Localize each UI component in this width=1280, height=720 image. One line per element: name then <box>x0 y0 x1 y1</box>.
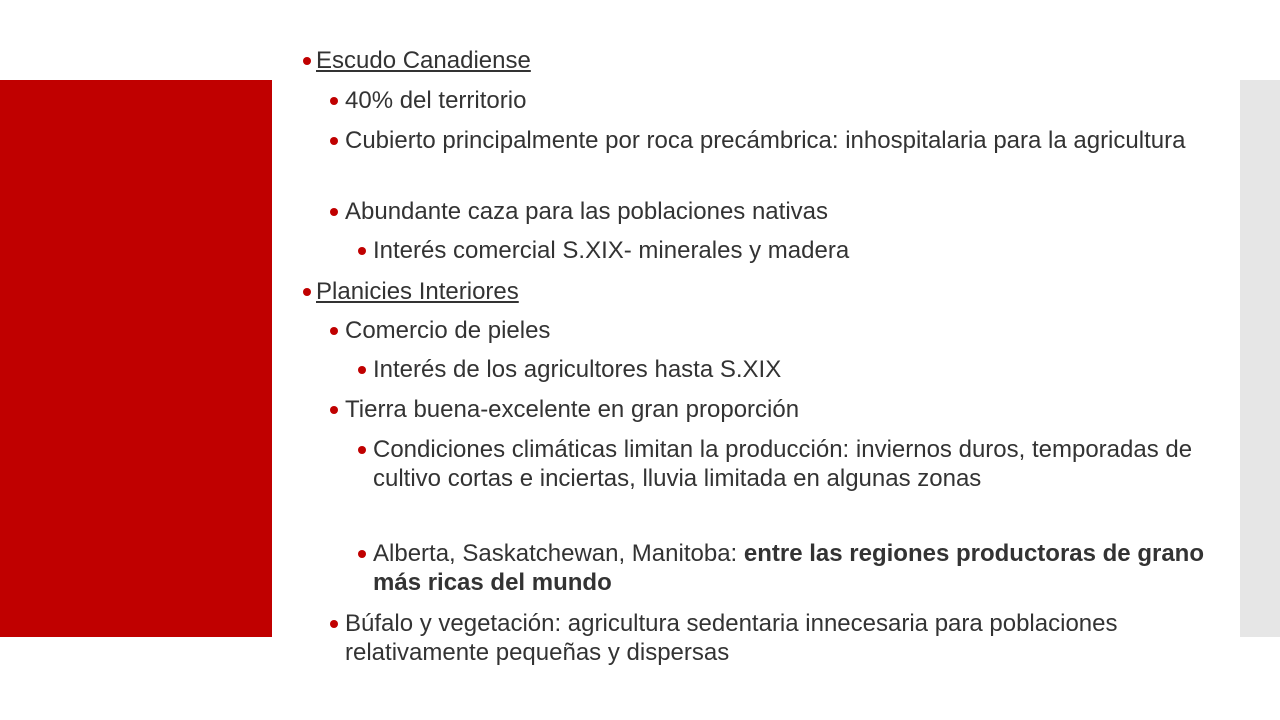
outline-item-cubierto <box>345 126 1235 155</box>
bullet-dot-icon <box>330 97 338 105</box>
bullet-outline <box>300 0 1240 720</box>
bullet-dot-icon <box>358 366 366 374</box>
outline-item-provincias <box>373 539 1235 597</box>
item-text: Alberta, Saskatchewan, Manitoba: <box>373 540 744 567</box>
item-text: Abundante caza para las poblaciones nativas <box>345 198 828 225</box>
item-text: Búfalo y vegetación: agricultura sedentaria innecesaria para poblaciones relativamente pequeñas y dispersas <box>345 610 1118 666</box>
item-text: Condiciones climáticas limitan la producción: inviernos duros, temporadas de cultivo cortas e inciertas, lluvia limitada en algunas zonas <box>373 436 1193 492</box>
bullet-dot-icon <box>358 446 366 454</box>
section-heading-planicies: Planicies Interiores <box>316 278 519 305</box>
red-accent-band <box>0 80 272 637</box>
bullet-dot-icon <box>330 327 338 335</box>
outline-item-planicies <box>316 277 1216 306</box>
item-text: Cubierto principalmente por roca precámbrica: inhospitalaria para la agricultura <box>345 127 1186 154</box>
item-text: Interés comercial S.XIX- minerales y madera <box>373 237 850 264</box>
outline-item-condiciones <box>373 435 1235 493</box>
bullet-dot-icon <box>358 247 366 255</box>
bullet-dot-icon <box>330 620 338 628</box>
outline-item-interes-comercial <box>373 236 1235 265</box>
outline-item-interes-agricultores <box>373 355 1235 384</box>
bullet-dot-icon <box>358 550 366 558</box>
outline-item-tierra <box>345 395 1235 424</box>
item-text-emphasis: entre las regiones productoras de grano más ricas del mundo <box>373 540 1204 596</box>
item-text: 40% del territorio <box>345 87 527 114</box>
outline-item-territorio <box>345 86 1235 115</box>
bullet-dot-icon <box>330 406 338 414</box>
outline-item-comercio <box>345 316 1235 345</box>
outline-item-caza <box>345 197 1235 226</box>
outline-item-escudo <box>316 46 1216 75</box>
bullet-dot-icon <box>303 288 311 296</box>
bullet-dot-icon <box>303 57 311 65</box>
bullet-dot-icon <box>330 137 338 145</box>
item-text: Comercio de pieles <box>345 317 551 344</box>
outline-item-bufalo <box>345 609 1235 667</box>
bullet-dot-icon <box>330 208 338 216</box>
section-heading-escudo: Escudo Canadiense <box>316 47 531 74</box>
item-text: Interés de los agricultores hasta S.XIX <box>373 356 782 383</box>
gray-side-band <box>1240 80 1280 637</box>
item-text: Tierra buena-excelente en gran proporción <box>345 396 800 423</box>
